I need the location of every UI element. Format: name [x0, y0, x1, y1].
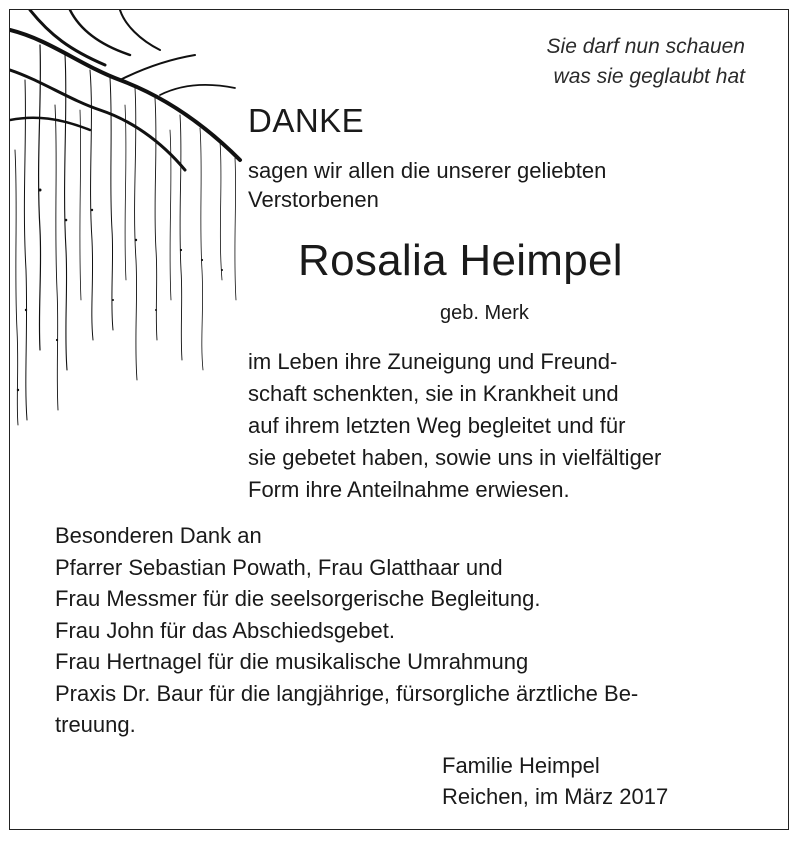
family-signature: Familie Heimpel: [442, 753, 600, 778]
special-thanks: [55, 520, 638, 741]
thanks-line-5: Form ihre Anteilnahme erwiesen.: [248, 477, 570, 502]
special-thanks-line-5: Frau Hertnagel für die musikalische Umrahmung: [55, 649, 529, 674]
signature-block: [442, 750, 668, 812]
special-thanks-line-7: treuung.: [55, 712, 136, 737]
quote-line-2: was sie geglaubt hat: [553, 65, 745, 88]
thanks-line-2: schaft schenkten, sie in Krankheit und: [248, 381, 619, 406]
heading-danke: DANKE: [248, 102, 365, 139]
intro-line-1: sagen wir allen die unserer geliebten: [248, 158, 607, 183]
special-thanks-line-2: Pfarrer Sebastian Powath, Frau Glatthaar und: [55, 554, 503, 580]
bare-tree-branches-icon: [10, 10, 250, 430]
thanks-line-1: im Leben ihre Zuneigung und Freund-: [248, 349, 618, 374]
special-thanks-line-1: Besonderen Dank an: [55, 523, 262, 548]
intro-text: [248, 156, 606, 214]
deceased-name: Rosalia Heimpel: [298, 236, 623, 285]
thanks-text: [248, 346, 661, 506]
thanks-line-3: auf ihrem letzten Weg begleitet und für: [248, 413, 626, 438]
place-date: Reichen, im März 2017: [442, 784, 669, 809]
thanks-line-4: sie gebetet haben, sowie uns in vielfältiger: [248, 445, 662, 470]
epigraph-quote: [547, 32, 745, 92]
special-thanks-line-6: Praxis Dr. Baur für die langjährige, fürsorgliche ärztliche Be-: [55, 680, 639, 706]
quote-line-1: Sie darf nun schauen: [546, 35, 745, 58]
special-thanks-line-3: Frau Messmer für die seelsorgerische Begleitung.: [55, 586, 541, 611]
intro-line-2: Verstorbenen: [248, 187, 379, 212]
special-thanks-line-4: Frau John für das Abschiedsgebet.: [55, 617, 395, 643]
maiden-name: geb. Merk: [440, 302, 529, 324]
